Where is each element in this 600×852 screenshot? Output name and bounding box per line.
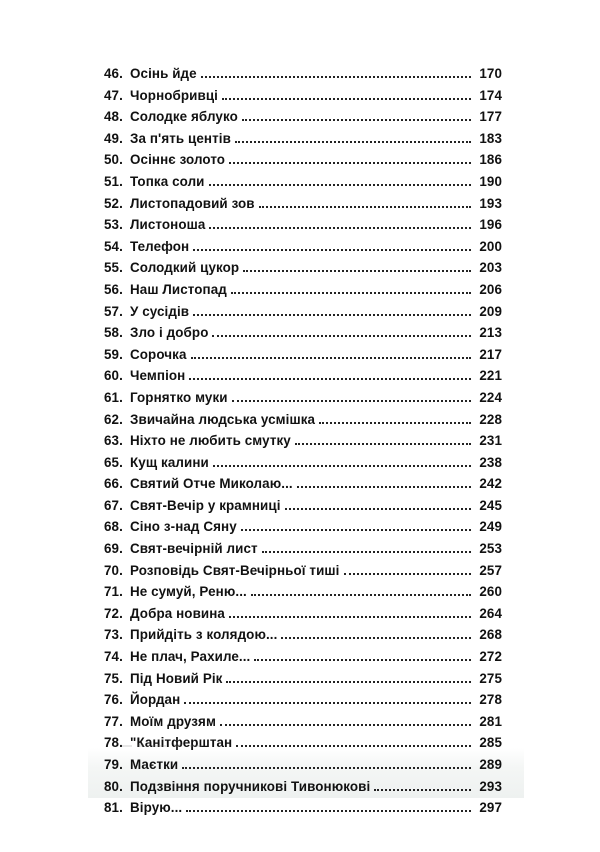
toc-dot-leader [212,334,471,337]
toc-dot-leader [285,507,471,510]
toc-dot-leader [201,75,471,78]
toc-dot-leader [231,291,471,294]
toc-entry-page: 278 [479,692,502,708]
toc-entry [104,66,502,88]
toc-entry-title: Вірую... [130,800,183,816]
toc-entry-title: Маєтки [130,757,179,772]
toc-entry-title: Топка соли [130,173,205,189]
toc-entry-number: 81. [104,800,123,816]
toc-entry-number: 66. [104,476,123,492]
toc-dot-leader [344,572,472,575]
toc-entry-number: 75. [104,670,123,686]
toc-entry-number: 61. [104,389,123,405]
toc-entry [104,109,502,131]
toc-entry-title: Листопадовий зов [130,195,255,211]
toc-entry-number: 47. [104,87,123,103]
toc-entry [104,757,502,779]
toc-dot-leader [193,313,471,316]
toc-dot-leader [295,442,471,445]
toc-entry-title: Прийдіть з колядою... [130,627,278,643]
toc-dot-leader [226,680,471,683]
toc-entry-page: 190 [479,173,502,189]
toc-dot-leader [182,766,471,769]
toc-entry [104,519,502,541]
toc-entry-number: 78. [104,735,123,751]
toc-dot-leader [241,528,471,531]
toc-entry-page: 242 [479,476,502,492]
toc-entry [104,627,502,649]
toc-dot-leader [229,615,471,618]
toc-entry [104,390,502,412]
toc-entry-number: 59. [104,346,123,362]
toc-entry-title: Кущ калини [130,454,209,470]
toc-entry [104,692,502,714]
toc-entry-number: 63. [104,433,123,449]
toc-entry-title: Горнятко муки [130,389,228,405]
toc-entry-title: Не плач, Рахиле... [130,649,251,665]
toc-entry-page: 253 [479,541,502,557]
toc-entry-page: 221 [479,368,502,384]
toc-entry-page: 257 [479,562,502,578]
toc-dot-leader [209,183,471,186]
toc-entry-title: Ніхто не любить смутку [130,433,291,449]
toc-entry [104,347,502,369]
toc-entry-page: 275 [479,670,502,686]
toc-dot-leader [243,269,471,272]
toc-entry-number: 67. [104,497,123,513]
toc-dot-leader [236,744,471,747]
toc-dot-leader [229,161,471,164]
toc-entry-title: Листоноша [130,217,206,233]
toc-entry-page: 245 [479,497,502,513]
toc-entry [104,412,502,434]
toc-dot-leader [189,377,471,380]
toc-entry-title: За п'ять центів [130,130,231,146]
toc-entry-title: Наш Листопад [130,281,227,297]
toc-entry [104,649,502,671]
toc-entry-title: Під Новий Рік [130,670,223,686]
toc-entry-number: 51. [104,173,123,189]
toc-dot-leader [374,788,471,791]
toc-entry [104,476,502,498]
toc-entry-number: 77. [104,713,123,729]
toc-entry-title: Не сумуй, Реню... [130,584,247,600]
toc-dot-leader [232,399,471,402]
toc-entry-page: 206 [479,281,502,297]
toc-entry [104,368,502,390]
toc-entry-page: 260 [479,584,502,600]
toc-entry-page: 228 [479,411,502,427]
toc-entry-page: 196 [479,217,502,233]
toc-dot-leader [319,421,471,424]
toc-entry-title: "Канітферштан [130,735,233,751]
toc-entry-number: 65. [104,454,123,470]
toc-entry [104,779,502,801]
toc-entry-number: 76. [104,692,123,708]
toc-entry-page: 297 [479,800,502,816]
toc-entry-page: 170 [479,66,502,81]
toc-entry [104,260,502,282]
toc-entry [104,541,502,563]
toc-dot-leader [297,485,471,488]
toc-dot-leader [209,226,471,229]
toc-dot-leader [281,636,471,639]
toc-entry [104,584,502,606]
toc-entry [104,433,502,455]
toc-entry-number: 80. [104,778,123,794]
toc-entry-page: 209 [479,303,502,319]
toc-dot-leader [191,356,472,359]
toc-entry-title: Зло і добро [130,325,209,341]
toc-dot-leader [251,593,471,596]
toc-entry-page: 174 [479,87,502,103]
toc-entry-page: 231 [479,433,502,449]
toc-dot-leader [235,140,471,143]
toc-entry-page: 186 [479,152,502,168]
toc-entry-title: Солодке яблуко [130,109,238,125]
toc-entry-number: 71. [104,584,123,600]
toc-entry-page: 264 [479,605,502,621]
toc-entry-number: 58. [104,325,123,341]
toc-dot-leader [222,97,471,100]
toc-entry-page: 213 [479,325,502,341]
toc-entry-number: 60. [104,368,123,384]
toc-entry [104,88,502,110]
toc-entry-page: 217 [479,346,502,362]
toc-entry-number: 73. [104,627,123,643]
toc-entry-page: 200 [479,238,502,254]
toc-entry-page: 289 [479,757,502,772]
toc-entry-title: У сусідів [130,303,190,319]
faint-print-marks [118,742,238,750]
toc-entry-title: Свят-Вечір у крамниці [130,497,281,513]
toc-entry [104,714,502,736]
toc-dot-leader [254,658,471,661]
toc-entry-page: 177 [479,109,502,125]
toc-entry-title: Осінь йде [130,66,197,81]
toc-entry-number: 57. [104,303,123,319]
toc-entry-page: 249 [479,519,502,535]
toc-entry-title: Солодкий цукор [130,260,240,276]
toc-entry-number: 50. [104,152,123,168]
toc-entry [104,325,502,347]
table-of-contents [104,66,502,822]
toc-entry-page: 224 [479,389,502,405]
toc-entry-page: 193 [479,195,502,211]
toc-entry [104,563,502,585]
toc-entry-title: Сорочка [130,346,187,362]
toc-entry-number: 79. [104,757,123,772]
toc-entry-title: Осіннє золото [130,152,226,168]
toc-entry-number: 53. [104,217,123,233]
toc-entry-title: Моїм друзям [130,713,216,729]
toc-dot-leader [220,723,471,726]
toc-entry-page: 281 [479,713,502,729]
toc-entry-title: Чорнобривці [130,87,219,103]
toc-dot-leader [193,248,471,251]
toc-entry-title: Йордан [130,692,181,708]
toc-dot-leader [186,809,471,812]
toc-entry-title: Сіно з-над Сяну [130,519,237,535]
toc-entry-number: 70. [104,562,123,578]
toc-entry [104,455,502,477]
toc-dot-leader [242,118,471,121]
toc-dot-leader [184,701,471,704]
toc-entry-number: 72. [104,605,123,621]
toc-entry-page: 238 [479,454,502,470]
toc-entry-page: 203 [479,260,502,276]
toc-entry [104,131,502,153]
toc-entry-number: 55. [104,260,123,276]
toc-entry-title: Звичайна людська усмішка [130,411,316,427]
toc-entry-number: 54. [104,238,123,254]
toc-entry [104,217,502,239]
toc-entry-title: Добра новина [130,605,225,621]
toc-entry-number: 56. [104,281,123,297]
toc-dot-leader [262,550,471,553]
toc-entry [104,671,502,693]
toc-entry-number: 69. [104,541,123,557]
toc-dot-leader [213,464,471,467]
toc-entry [104,304,502,326]
toc-entry [104,800,502,822]
toc-entry-page: 285 [479,735,502,751]
toc-entry-title: Святий Отче Миколаю... [130,476,293,492]
toc-entry-number: 48. [104,109,123,125]
toc-entry-title: Розповідь Свят-Вечірньої тиші [130,562,340,578]
toc-entry [104,606,502,628]
toc-entry-number: 74. [104,649,123,665]
toc-entry-number: 49. [104,130,123,146]
toc-entry [104,239,502,261]
toc-entry [104,196,502,218]
toc-entry [104,152,502,174]
toc-entry-title: Телефон [130,238,190,254]
toc-entry-page: 293 [479,778,502,794]
toc-entry-number: 52. [104,195,123,211]
toc-entry-title: Чемпіон [130,368,186,384]
toc-entry [104,174,502,196]
toc-entry-page: 183 [479,130,502,146]
toc-entry-number: 62. [104,411,123,427]
toc-dot-leader [259,205,471,208]
toc-entry-title: Подзвіння поручникові Тивонюкові [130,778,371,794]
toc-entry [104,282,502,304]
toc-entry [104,498,502,520]
toc-entry-title: Свят-вечірній лист [130,541,258,557]
toc-entry-number: 68. [104,519,123,535]
toc-entry-page: 268 [479,627,502,643]
toc-entry-number: 46. [104,66,123,81]
toc-entry-page: 272 [479,649,502,665]
